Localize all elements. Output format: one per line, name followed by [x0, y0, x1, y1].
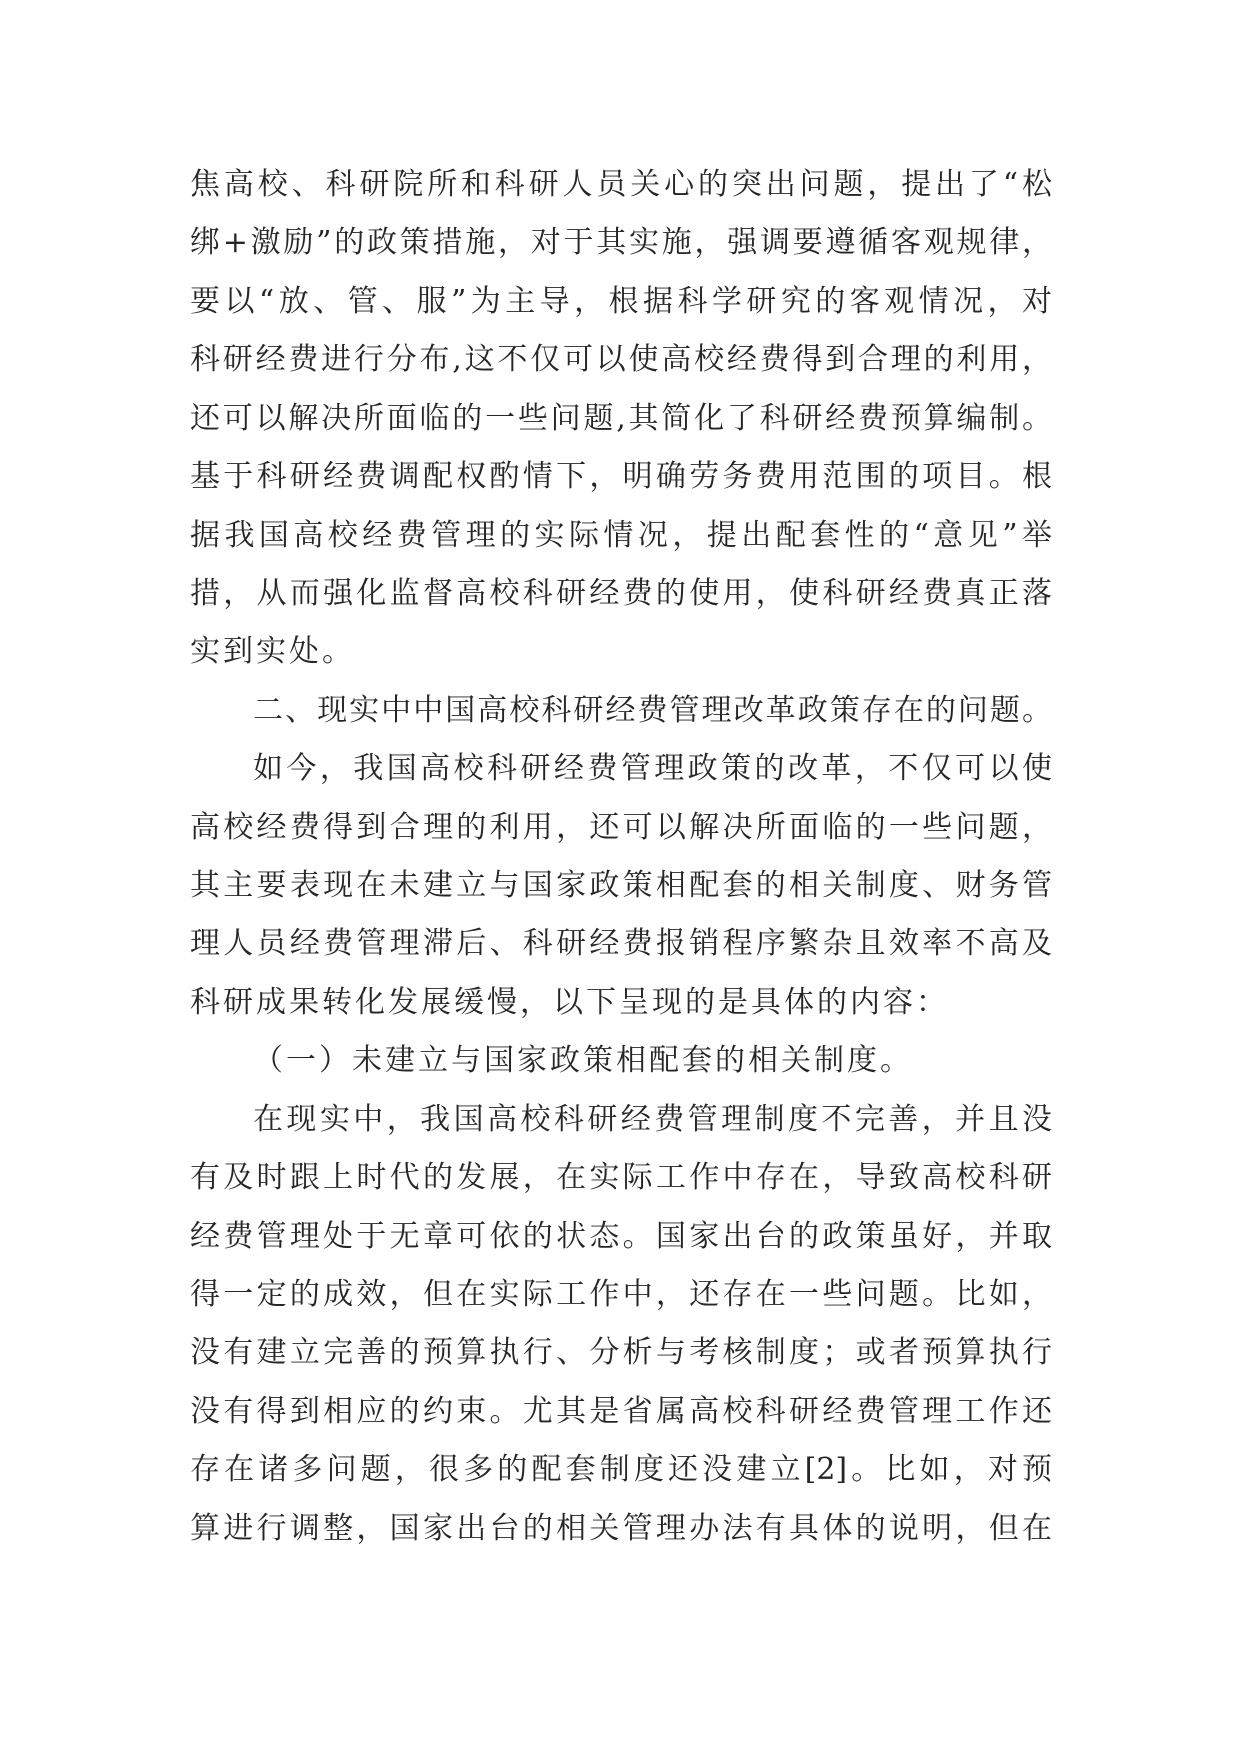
- text-line: 理人员经费管理滞后、科研经费报销程序繁杂且效率不高及: [190, 926, 1052, 962]
- text-line: 还可以解决所面临的一些问题,其简化了科研经费预算编制。: [190, 400, 1052, 436]
- text-line: 经费管理处于无章可依的状态。国家出台的政策虽好，并取: [190, 1218, 1052, 1254]
- text-line: 其主要表现在未建立与国家政策相配套的相关制度、财务管: [190, 868, 1052, 904]
- text-line: 在现实中，我国高校科研经费管理制度不完善，并且没: [253, 1101, 1052, 1137]
- body-text: [190, 156, 1052, 1558]
- text-line: 没有得到相应的约束。尤其是省属高校科研经费管理工作还: [190, 1393, 1052, 1429]
- section-heading: 二、现实中中国高校科研经费管理改革政策存在的问题。: [253, 692, 1052, 728]
- text-line: 科研成果转化发展缓慢，以下呈现的是具体的内容：: [190, 984, 949, 1020]
- text-line: 没有建立完善的预算执行、分析与考核制度；或者预算执行: [190, 1335, 1052, 1371]
- text-line: 实到实处。: [190, 634, 355, 670]
- text-line: 基于科研经费调配权酌情下，明确劳务费用范围的项目。根: [190, 459, 1052, 495]
- text-line: 高校经费得到合理的利用，还可以解决所面临的一些问题，: [190, 809, 1052, 845]
- text-line: 科研经费进行分布,这不仅可以使高校经费得到合理的利用，: [190, 342, 1052, 378]
- text-line: 要以“放、管、服”为主导，根据科学研究的客观情况，对: [190, 283, 1052, 319]
- text-line: 据我国高校经费管理的实际情况，提出配套性的“意见”举: [190, 517, 1052, 553]
- text-line: 绑+激励”的政策措施，对于其实施，强调要遵循客观规律，: [190, 225, 1052, 261]
- text-line: 措，从而强化监督高校科研经费的使用，使科研经费真正落: [190, 575, 1052, 611]
- text-line: 有及时跟上时代的发展，在实际工作中存在，导致高校科研: [190, 1160, 1052, 1196]
- text-line: 得一定的成效，但在实际工作中，还存在一些问题。比如，: [190, 1277, 1052, 1313]
- text-line: 焦高校、科研院所和科研人员关心的突出问题，提出了“松: [190, 167, 1052, 202]
- text-line: 存在诸多问题，很多的配套制度还没建立[2]。比如，对预: [190, 1452, 1052, 1488]
- text-line: 如今，我国高校科研经费管理政策的改革，不仅可以使: [253, 751, 1052, 787]
- subsection-heading: （一）未建立与国家政策相配套的相关制度。: [253, 1043, 913, 1079]
- text-line: 算进行调整，国家出台的相关管理办法有具体的说明，但在: [190, 1510, 1052, 1546]
